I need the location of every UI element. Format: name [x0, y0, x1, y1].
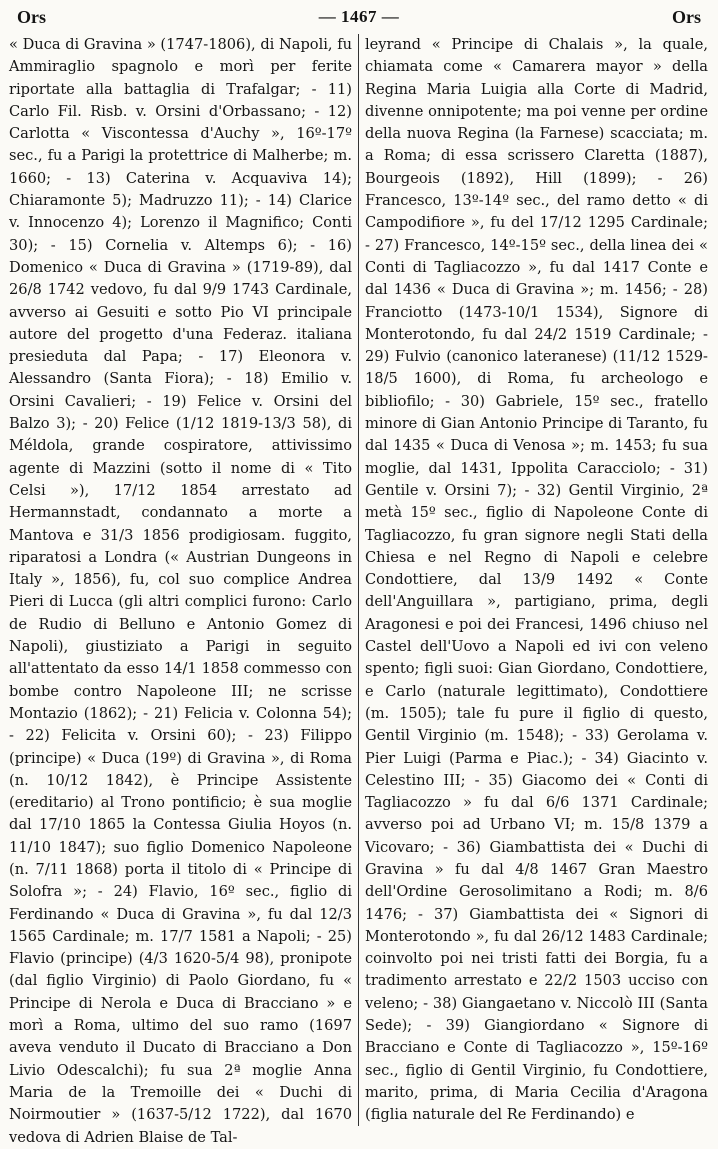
running-head-left: Ors — [17, 6, 46, 27]
text-columns — [9, 34, 711, 1146]
left-column — [9, 34, 358, 1146]
left-column-text: « Duca di Gravina » (1747-1806), di Napoli, fu Ammiraglio spagnolo e morì per ferite riportate alla battaglia di Trafalgar; - 11) Carlo Fil. Risb. v. Orsini d'Orbassano; - 12) Carlotta « Viscontessa d'Auchy », 16º-17º sec., fu a Parigi la protettrice di Malherbe; m. 1660; - 13) Caterina v. Acquaviva 14); Chiaramonte 5); Madruzzo 11); - 14) Clarice v. Innocenzo 4); Lorenzo il Magnifico; Conti 30); - 15) Cornelia v. Altemps 6); - 16) Domenico « Duca di Gravina » (1719-89), dal 26/8 1742 vedovo, fu dal 9/9 1743 Cardinale, avverso ai Gesuiti e sotto Pio VI principale autore del progetto d'una Federaz. italiana presieduta dal Papa; - 17) Eleonora v. Alessandro (Santa Fiora); - 18) Emilio v. Orsini Cavalieri; - 19) Felice v. Orsini del Balzo 3); - 20) Felice (1/12 1819-13/3 58), di Méldola, grande cospiratore, attivissimo agente di Mazzini (sotto il nome di « Tito Celsi »), 17/12 1854 arrestato ad Hermannstadt, condannato a morte a Mantova e 31/3 1856 prodigiosam. fuggito, riparatosi a Londra (« Austrian Dungeons in Italy », 1856), fu, col suo complice Andrea Pieri di Lucca (gli altri complici furono: Carlo de Rudio di Belluno e Antonio Gomez di Napoli), giustiziato a Parigi in seguito all'attentato da esso 14/1 1858 commesso con bombe contro Napoleone III; ne scrisse Montazio (1862); - 21) Felicia v. Colonna 54); - 22) Felicita v. Orsini 60); - 23) Filippo (principe) « Duca (19º) di Gravina », di Roma (n. 10/12 1842), è Principe Assistente (ereditario) al Trono pontificio; è sua moglie dal 17/10 1865 la Contessa Giulia Hoyos (n. 11/10 1847); suo figlio Domenico Napoleone (n. 7/11 1868) porta il titolo di « Principe di Solofra »; - 24) Flavio, 16º sec., figlio di Ferdinando « Duca di Gravina », fu dal 12/3 1565 Cardinale; m. 17/7 1581 a Napoli; - 25) Flavio (principe) (4/3 1620-5/4 98), pronipote (dal figlio Virginio) di Paolo Giordano, fu « Principe di Nerola e Duca di Bracciano » e morì a Roma, ultimo del suo ramo (1697 aveva venduto il Ducato di Bracciano a Don Livio Odescalchi); fu sua 2ª moglie Anna Maria de la Tremoille dei « Duchi di Noirmoutier » (1637-5/12 1722), dal 1670 vedova di Adrien Blaise de Tal- — [9, 36, 352, 1146]
running-head-right: Ors — [672, 6, 701, 27]
page-number: — 1467 — — [318, 7, 400, 26]
running-header — [9, 0, 711, 34]
right-column — [359, 34, 708, 1126]
right-column-text: leyrand « Principe di Chalais », la quale, chiamata come « Camarera mayor » della Regina Maria Luigia alla Corte di Madrid, divenne onnipotente; ma poi venne per ordine della nuova Regina (la Farnese) scacciata; m. a Roma; di essa scrissero Claretta (1887), Bourgeois (1892), Hill (1899); - 26) Francesco, 13º-14º sec., del ramo detto « di Campodifiore », fu del 17/12 1295 Cardinale; - 27) Francesco, 14º-15º sec., della linea dei « Conti di Tagliacozzo », fu dal 1417 Conte e dal 1436 « Duca di Gravina »; m. 1456; - 28) Franciotto (1473-10/1 1534), Signore di Monterotondo, fu dal 24/2 1519 Cardinale; - 29) Fulvio (canonico lateranese) (11/12 1529-18/5 1600), di Roma, fu archeologo e bibliofilo; - 30) Gabriele, 15º sec., fratello minore di Gian Antonio Principe di Taranto, fu dal 1435 « Duca di Venosa »; m. 1453; fu sua moglie, dal 1431, Ippolita Caracciolo; - 31) Gentile v. Orsini 7); - 32) Gentil Virginio, 2ª metà 15º sec., figlio di Napoleone Conte di Tagliacozzo, fu gran signore negli Stati della Chiesa e nel Regno di Napoli e celebre Condottiere, dal 13/9 1492 « Conte dell'Anguillara », partigiano, prima, degli Aragonesi e poi dei Francesi, 1496 chiuso nel Castel dell'Uovo a Napoli ed ivi con veleno spento; figli suoi: Gian Giordano, Condottiere, e Carlo (naturale legittimato), Condottiere (m. 1505); tale fu pure il figlio di questo, Gentil Virginio (m. 1548); - 33) Gerolama v. Pier Luigi (Parma e Piac.); - 34) Giacinto v. Celestino III; - 35) Giacomo dei « Conti di Tagliacozzo » fu dal 6/6 1371 Cardinale; avverso poi ad Urbano VI; m. 15/8 1379 a Vicovaro; - 36) Giambattista dei « Duchi di Gravina » fu dal 4/8 1467 Gran Maestro dell'Ordine Gerosolimitano a Rodi; m. 8/6 1476; - 37) Giambattista dei « Signori di Monterotondo », fu dal 26/12 1483 Cardinale; coinvolto poi nei tristi fatti dei Borgia, fu a tradimento arrestato e 22/2 1503 ucciso con veleno; - 38) Giangaetano v. Niccolò III (Santa Sede); - 39) Giangiordano « Signore di Bracciano e Conte di Tagliacozzo », 15º-16º sec., figlio di Gentil Virginio, fu Condottiere, marito, prima, di Maria Cecilia d'Aragona (figlia naturale del Re Ferdinando) e — [365, 36, 708, 1124]
